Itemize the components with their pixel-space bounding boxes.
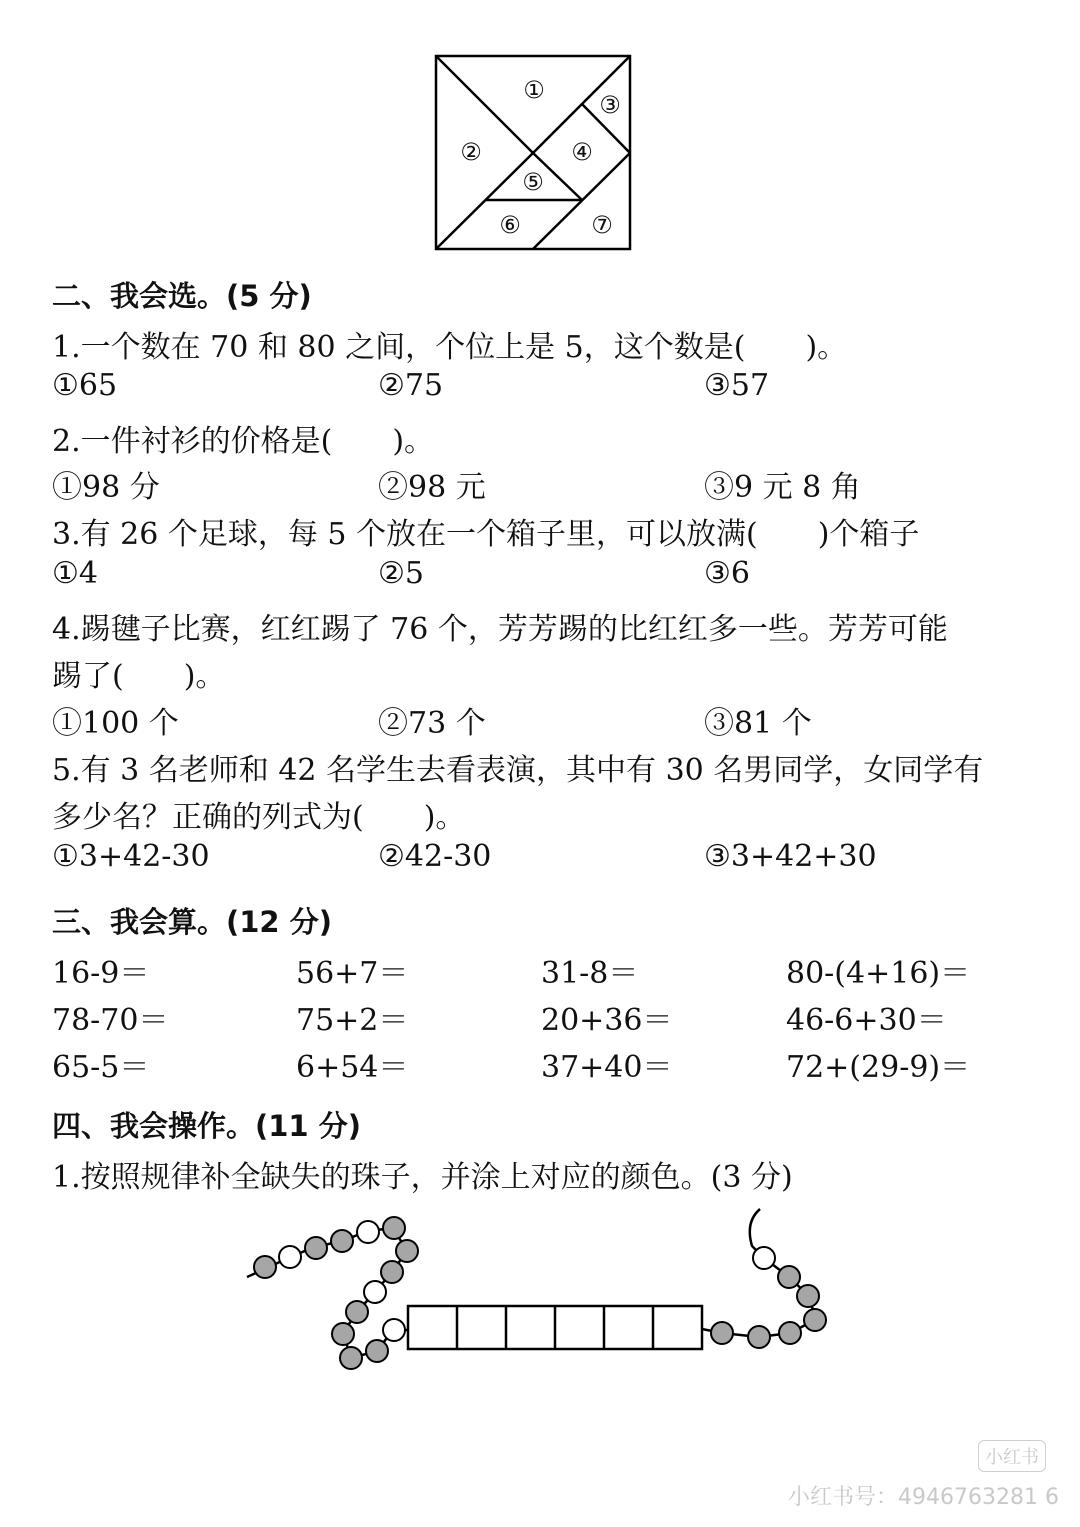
bead-gray: [748, 1326, 770, 1348]
tangram-label-1: ①: [523, 76, 545, 104]
tangram-label-5: ⑤: [522, 168, 544, 196]
calc-r3-c4: 72+(29-9)＝: [786, 1050, 971, 1085]
watermark-logo: 小红书: [978, 1440, 1046, 1472]
q2-option-2: ②98 元: [378, 470, 486, 505]
bead-gray: [804, 1309, 826, 1331]
q4-option-3: ③81 个: [704, 706, 812, 741]
calc-r1-c3: 31-8＝: [541, 956, 639, 991]
tangram-label-7: ⑦: [591, 211, 613, 239]
bead-gray: [332, 1323, 354, 1345]
calc-r1-c2: 56+7＝: [296, 956, 409, 991]
bead-gray: [711, 1322, 733, 1344]
calc-r1-c4: 80-(4+16)＝: [786, 956, 971, 991]
q4-option-2: ②73 个: [378, 706, 486, 741]
section-3-title: 三、我会算。(12 分): [52, 905, 332, 939]
question-5: 5.有 3 名老师和 42 名学生去看表演，其中有 30 名男同学，女同学有: [52, 753, 984, 788]
q4-option-1: ①100 个: [52, 706, 179, 741]
q5-option-2: ②42-30: [378, 839, 492, 874]
question-5-line-2: 多少名？正确的列式为( )。: [52, 800, 466, 835]
calc-r3-c2: 6+54＝: [296, 1050, 409, 1085]
bead-white: [753, 1247, 775, 1269]
bead-gray: [779, 1322, 801, 1344]
bead-gray: [381, 1261, 403, 1283]
q3-option-1: ①4: [52, 556, 98, 591]
q1-option-3: ③57: [704, 368, 770, 403]
bead-chain-figure: [240, 1200, 840, 1380]
calc-r3-c3: 37+40＝: [541, 1050, 673, 1085]
q2-option-3: ③9 元 8 角: [704, 470, 861, 505]
question-4: 4.踢毽子比赛，红红踢了 76 个，芳芳踢的比红红多一些。芳芳可能: [52, 612, 948, 647]
question-2: 2.一件衬衫的价格是( )。: [52, 424, 435, 459]
calc-r1-c1: 16-9＝: [52, 956, 150, 991]
calc-r2-c1: 78-70＝: [52, 1003, 169, 1038]
q5-option-3: ③3+42+30: [704, 839, 877, 874]
question-4-line-2: 踢了( )。: [52, 659, 226, 694]
bead-white: [279, 1246, 301, 1268]
bead-white: [364, 1281, 386, 1303]
bead-gray: [797, 1285, 819, 1307]
q3-option-2: ②5: [378, 556, 424, 591]
bead-gray: [778, 1266, 800, 1288]
bead-gray: [254, 1256, 276, 1278]
calc-r3-c1: 65-5＝: [52, 1050, 150, 1085]
bead-white: [383, 1319, 405, 1341]
bead-gray: [331, 1230, 353, 1252]
watermark-text: 小红书号：4946763281 6: [788, 1485, 1059, 1510]
tangram-label-4: ④: [571, 138, 593, 166]
q1-option-1: ①65: [52, 368, 118, 403]
bead-gray: [383, 1217, 405, 1239]
q3-option-3: ③6: [704, 556, 750, 591]
section-4-question-1: 1.按照规律补全缺失的珠子，并涂上对应的颜色。(3 分): [52, 1160, 793, 1195]
tangram-label-6: ⑥: [499, 211, 521, 239]
tangram-figure: [430, 50, 640, 255]
calc-r2-c2: 75+2＝: [296, 1003, 409, 1038]
bead-gray: [340, 1347, 362, 1369]
calc-r2-c4: 46-6+30＝: [786, 1003, 947, 1038]
bead-gray: [305, 1237, 327, 1259]
section-4-title: 四、我会操作。(11 分): [52, 1109, 361, 1143]
section-2-title: 二、我会选。(5 分): [52, 279, 312, 313]
calc-r2-c3: 20+36＝: [541, 1003, 673, 1038]
q1-option-2: ②75: [378, 368, 444, 403]
tangram-label-2: ②: [460, 138, 482, 166]
bead-gray: [396, 1240, 418, 1262]
q5-option-1: ①3+42-30: [52, 839, 210, 874]
question-1: 1.一个数在 70 和 80 之间，个位上是 5，这个数是( )。: [52, 330, 848, 365]
tangram-label-3: ③: [599, 91, 621, 119]
q2-option-1: ①98 分: [52, 470, 160, 505]
bead-white: [357, 1221, 379, 1243]
bead-gray: [366, 1340, 388, 1362]
bead-gray: [346, 1301, 368, 1323]
question-3: 3.有 26 个足球，每 5 个放在一个箱子里，可以放满( )个箱子: [52, 517, 920, 552]
